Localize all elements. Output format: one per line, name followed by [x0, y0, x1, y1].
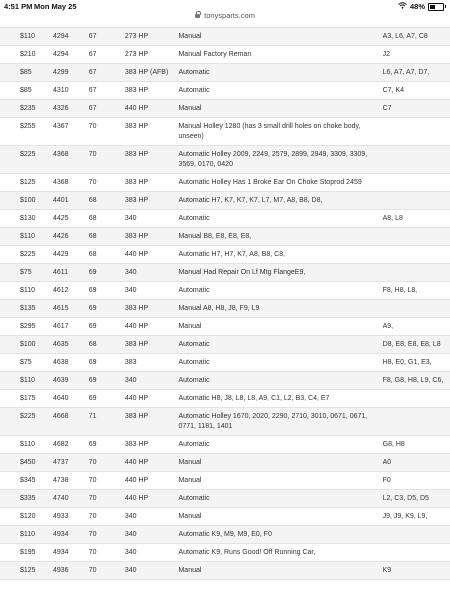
- table-body: [0, 28, 450, 580]
- codes-cell: [381, 526, 450, 544]
- year-cell: 68: [87, 192, 123, 210]
- engine-cell: 440 HP: [123, 246, 177, 264]
- price-cell: $110: [0, 436, 51, 454]
- year-cell: 69: [87, 390, 123, 408]
- price-cell: $255: [0, 118, 51, 146]
- price-cell: $135: [0, 300, 51, 318]
- part-number-cell: 4934: [51, 544, 87, 562]
- part-number-cell: 4294: [51, 28, 87, 46]
- description-cell: Manual Had Repair On Lf Mtg FlangeE9,: [176, 264, 380, 282]
- year-cell: 70: [87, 544, 123, 562]
- year-cell: 69: [87, 354, 123, 372]
- battery-percent: 48%: [409, 2, 425, 11]
- table-row: [0, 490, 450, 508]
- codes-cell: F8, H8, L8,: [381, 282, 450, 300]
- table-row: [0, 282, 450, 300]
- engine-cell: 383 HP: [123, 118, 177, 146]
- status-time: 4:51 PM: [4, 2, 33, 11]
- table-row: [0, 210, 450, 228]
- description-cell: Manual Holley 1280 (has 3 small drill holes on choke body, unseen): [176, 118, 380, 146]
- part-number-cell: 4639: [51, 372, 87, 390]
- description-cell: Automatic: [176, 336, 380, 354]
- table-row: [0, 318, 450, 336]
- url-text[interactable]: tonysparts.com: [204, 11, 255, 20]
- table-row: [0, 82, 450, 100]
- lock-icon: [195, 14, 200, 18]
- description-cell: Automatic: [176, 82, 380, 100]
- codes-cell: L2, C3, D5, D5: [381, 490, 450, 508]
- price-cell: $100: [0, 336, 51, 354]
- table-row: [0, 390, 450, 408]
- codes-cell: A9,: [381, 318, 450, 336]
- description-cell: Automatic: [176, 490, 380, 508]
- table-row: [0, 64, 450, 82]
- description-cell: Manual A8, H8, J8, F9, L9: [176, 300, 380, 318]
- description-cell: Automatic Holley Has 1 Broke Ear On Choke Stoprod 2459: [176, 174, 380, 192]
- price-cell: $195: [0, 544, 51, 562]
- year-cell: 71: [87, 408, 123, 436]
- table-row: [0, 146, 450, 174]
- codes-cell: [381, 228, 450, 246]
- codes-cell: [381, 300, 450, 318]
- year-cell: 69: [87, 436, 123, 454]
- part-number-cell: 4429: [51, 246, 87, 264]
- year-cell: 67: [87, 100, 123, 118]
- part-number-cell: 4934: [51, 526, 87, 544]
- description-cell: Automatic: [176, 282, 380, 300]
- codes-cell: C7: [381, 100, 450, 118]
- engine-cell: 440 HP: [123, 318, 177, 336]
- engine-cell: 383 HP (AFB): [123, 64, 177, 82]
- part-number-cell: 4310: [51, 82, 87, 100]
- part-number-cell: 4611: [51, 264, 87, 282]
- price-cell: $225: [0, 246, 51, 264]
- price-cell: $235: [0, 100, 51, 118]
- year-cell: 68: [87, 336, 123, 354]
- codes-cell: A0: [381, 454, 450, 472]
- engine-cell: 440 HP: [123, 472, 177, 490]
- table-row: [0, 526, 450, 544]
- price-cell: $110: [0, 28, 51, 46]
- price-cell: $210: [0, 46, 51, 64]
- engine-cell: 340: [123, 544, 177, 562]
- price-cell: $110: [0, 282, 51, 300]
- engine-cell: 340: [123, 526, 177, 544]
- codes-cell: D8, E8, E8, E8, L8: [381, 336, 450, 354]
- table-row: [0, 246, 450, 264]
- battery-icon: [428, 3, 444, 11]
- codes-cell: [381, 390, 450, 408]
- codes-cell: [381, 174, 450, 192]
- price-cell: $85: [0, 82, 51, 100]
- table-row: [0, 228, 450, 246]
- price-cell: $335: [0, 490, 51, 508]
- description-cell: Automatic K9, M9, M9, E0, F0: [176, 526, 380, 544]
- table-row: [0, 454, 450, 472]
- part-number-cell: 4737: [51, 454, 87, 472]
- description-cell: Automatic Holley 2009, 2249, 2579, 2899, 2949, 3309, 3309, 3569, 0170, 0420: [176, 146, 380, 174]
- engine-cell: 383 HP: [123, 174, 177, 192]
- engine-cell: 383 HP: [123, 336, 177, 354]
- description-cell: Manual Factory Reman: [176, 46, 380, 64]
- part-number-cell: 4368: [51, 146, 87, 174]
- description-cell: Automatic Holley 1670, 2020, 2290, 2710, 3010, 0671, 0671, 0771, 1181, 1401: [176, 408, 380, 436]
- table-row: [0, 354, 450, 372]
- description-cell: Manual: [176, 100, 380, 118]
- price-cell: $125: [0, 174, 51, 192]
- description-cell: Manual: [176, 508, 380, 526]
- price-cell: $110: [0, 372, 51, 390]
- price-cell: $75: [0, 354, 51, 372]
- status-date: Mon May 25: [34, 2, 77, 11]
- description-cell: Automatic: [176, 436, 380, 454]
- description-cell: Manual B8, E8, E8, E8,: [176, 228, 380, 246]
- part-number-cell: 4368: [51, 174, 87, 192]
- year-cell: 69: [87, 318, 123, 336]
- part-number-cell: 4401: [51, 192, 87, 210]
- part-number-cell: 4682: [51, 436, 87, 454]
- table-row: [0, 544, 450, 562]
- year-cell: 69: [87, 264, 123, 282]
- price-cell: $450: [0, 454, 51, 472]
- engine-cell: 440 HP: [123, 390, 177, 408]
- part-number-cell: 4617: [51, 318, 87, 336]
- part-number-cell: 4640: [51, 390, 87, 408]
- engine-cell: 440 HP: [123, 100, 177, 118]
- codes-cell: K9: [381, 562, 450, 580]
- table-row: [0, 192, 450, 210]
- wifi-icon: [398, 2, 407, 11]
- price-cell: $125: [0, 562, 51, 580]
- year-cell: 67: [87, 46, 123, 64]
- year-cell: 69: [87, 282, 123, 300]
- part-number-cell: 4635: [51, 336, 87, 354]
- table-row: [0, 472, 450, 490]
- engine-cell: 383 HP: [123, 408, 177, 436]
- price-cell: $120: [0, 508, 51, 526]
- price-cell: $130: [0, 210, 51, 228]
- table-row: [0, 46, 450, 64]
- table-row: [0, 28, 450, 46]
- year-cell: 70: [87, 174, 123, 192]
- table-row: [0, 436, 450, 454]
- engine-cell: 340: [123, 508, 177, 526]
- year-cell: 70: [87, 454, 123, 472]
- part-number-cell: 4294: [51, 46, 87, 64]
- part-number-cell: 4933: [51, 508, 87, 526]
- codes-cell: L6, A7, A7, D7,: [381, 64, 450, 82]
- description-cell: Automatic: [176, 64, 380, 82]
- table-row: [0, 100, 450, 118]
- engine-cell: 383 HP: [123, 436, 177, 454]
- codes-cell: [381, 544, 450, 562]
- year-cell: 68: [87, 228, 123, 246]
- description-cell: Automatic: [176, 210, 380, 228]
- codes-cell: [381, 408, 450, 436]
- engine-cell: 383 HP: [123, 82, 177, 100]
- codes-cell: [381, 264, 450, 282]
- engine-cell: 440 HP: [123, 490, 177, 508]
- price-cell: $75: [0, 264, 51, 282]
- part-number-cell: 4668: [51, 408, 87, 436]
- part-number-cell: 4936: [51, 562, 87, 580]
- table-row: [0, 300, 450, 318]
- part-number-cell: 4638: [51, 354, 87, 372]
- codes-cell: G8, H8: [381, 436, 450, 454]
- price-cell: $100: [0, 192, 51, 210]
- price-cell: $110: [0, 526, 51, 544]
- engine-cell: 340: [123, 210, 177, 228]
- codes-cell: [381, 118, 450, 146]
- part-number-cell: 4612: [51, 282, 87, 300]
- part-number-cell: 4615: [51, 300, 87, 318]
- part-number-cell: 4299: [51, 64, 87, 82]
- codes-cell: J9, J9, K9, L9,: [381, 508, 450, 526]
- carburetor-table: [0, 27, 450, 580]
- year-cell: 70: [87, 490, 123, 508]
- year-cell: 70: [87, 146, 123, 174]
- part-number-cell: 4426: [51, 228, 87, 246]
- codes-cell: F0: [381, 472, 450, 490]
- year-cell: 67: [87, 64, 123, 82]
- codes-cell: C7, K4: [381, 82, 450, 100]
- codes-cell: J2: [381, 46, 450, 64]
- part-number-cell: 4740: [51, 490, 87, 508]
- price-cell: $225: [0, 408, 51, 436]
- price-cell: $175: [0, 390, 51, 408]
- codes-cell: H8, E0, G1, E3,: [381, 354, 450, 372]
- price-cell: $345: [0, 472, 51, 490]
- year-cell: 70: [87, 562, 123, 580]
- status-right: [398, 2, 444, 11]
- table-row: [0, 562, 450, 580]
- engine-cell: 383 HP: [123, 300, 177, 318]
- table-row: [0, 336, 450, 354]
- codes-cell: [381, 246, 450, 264]
- engine-cell: 440 HP: [123, 454, 177, 472]
- engine-cell: 340: [123, 264, 177, 282]
- engine-cell: 273 HP: [123, 28, 177, 46]
- table-row: [0, 174, 450, 192]
- codes-cell: [381, 146, 450, 174]
- description-cell: Automatic H7, K7, K7, K7, L7, M7, A8, B8, D8,: [176, 192, 380, 210]
- codes-cell: F8, G8, H8, L9, C6,: [381, 372, 450, 390]
- year-cell: 67: [87, 28, 123, 46]
- year-cell: 68: [87, 210, 123, 228]
- table-row: [0, 264, 450, 282]
- engine-cell: 340: [123, 372, 177, 390]
- year-cell: 70: [87, 118, 123, 146]
- address-bar[interactable]: [0, 11, 450, 27]
- engine-cell: 340: [123, 562, 177, 580]
- description-cell: Manual: [176, 28, 380, 46]
- year-cell: 69: [87, 300, 123, 318]
- engine-cell: 383 HP: [123, 192, 177, 210]
- year-cell: 68: [87, 246, 123, 264]
- year-cell: 70: [87, 472, 123, 490]
- description-cell: Automatic K9, Runs Good! Off Running Car,: [176, 544, 380, 562]
- engine-cell: 383: [123, 354, 177, 372]
- codes-cell: A8, L8: [381, 210, 450, 228]
- description-cell: Automatic H7, H7, K7, A8, B8, C8,: [176, 246, 380, 264]
- description-cell: Manual: [176, 472, 380, 490]
- price-cell: $85: [0, 64, 51, 82]
- part-number-cell: 4738: [51, 472, 87, 490]
- engine-cell: 383 HP: [123, 228, 177, 246]
- description-cell: Automatic H8, J8, L8, L8, A9, C1, L2, B3, C4, E7: [176, 390, 380, 408]
- description-cell: Automatic: [176, 354, 380, 372]
- table-row: [0, 118, 450, 146]
- engine-cell: 273 HP: [123, 46, 177, 64]
- engine-cell: 383 HP: [123, 146, 177, 174]
- part-number-cell: 4425: [51, 210, 87, 228]
- table-row: [0, 408, 450, 436]
- price-cell: $110: [0, 228, 51, 246]
- year-cell: 67: [87, 82, 123, 100]
- engine-cell: 340: [123, 282, 177, 300]
- codes-cell: A3, L6, A7, C8: [381, 28, 450, 46]
- part-number-cell: 4326: [51, 100, 87, 118]
- table-row: [0, 372, 450, 390]
- codes-cell: [381, 192, 450, 210]
- price-cell: $295: [0, 318, 51, 336]
- description-cell: Manual: [176, 454, 380, 472]
- description-cell: Manual: [176, 318, 380, 336]
- part-number-cell: 4367: [51, 118, 87, 146]
- table-row: [0, 508, 450, 526]
- description-cell: Automatic: [176, 372, 380, 390]
- year-cell: 69: [87, 372, 123, 390]
- price-cell: $225: [0, 146, 51, 174]
- year-cell: 70: [87, 508, 123, 526]
- description-cell: Manual: [176, 562, 380, 580]
- year-cell: 70: [87, 526, 123, 544]
